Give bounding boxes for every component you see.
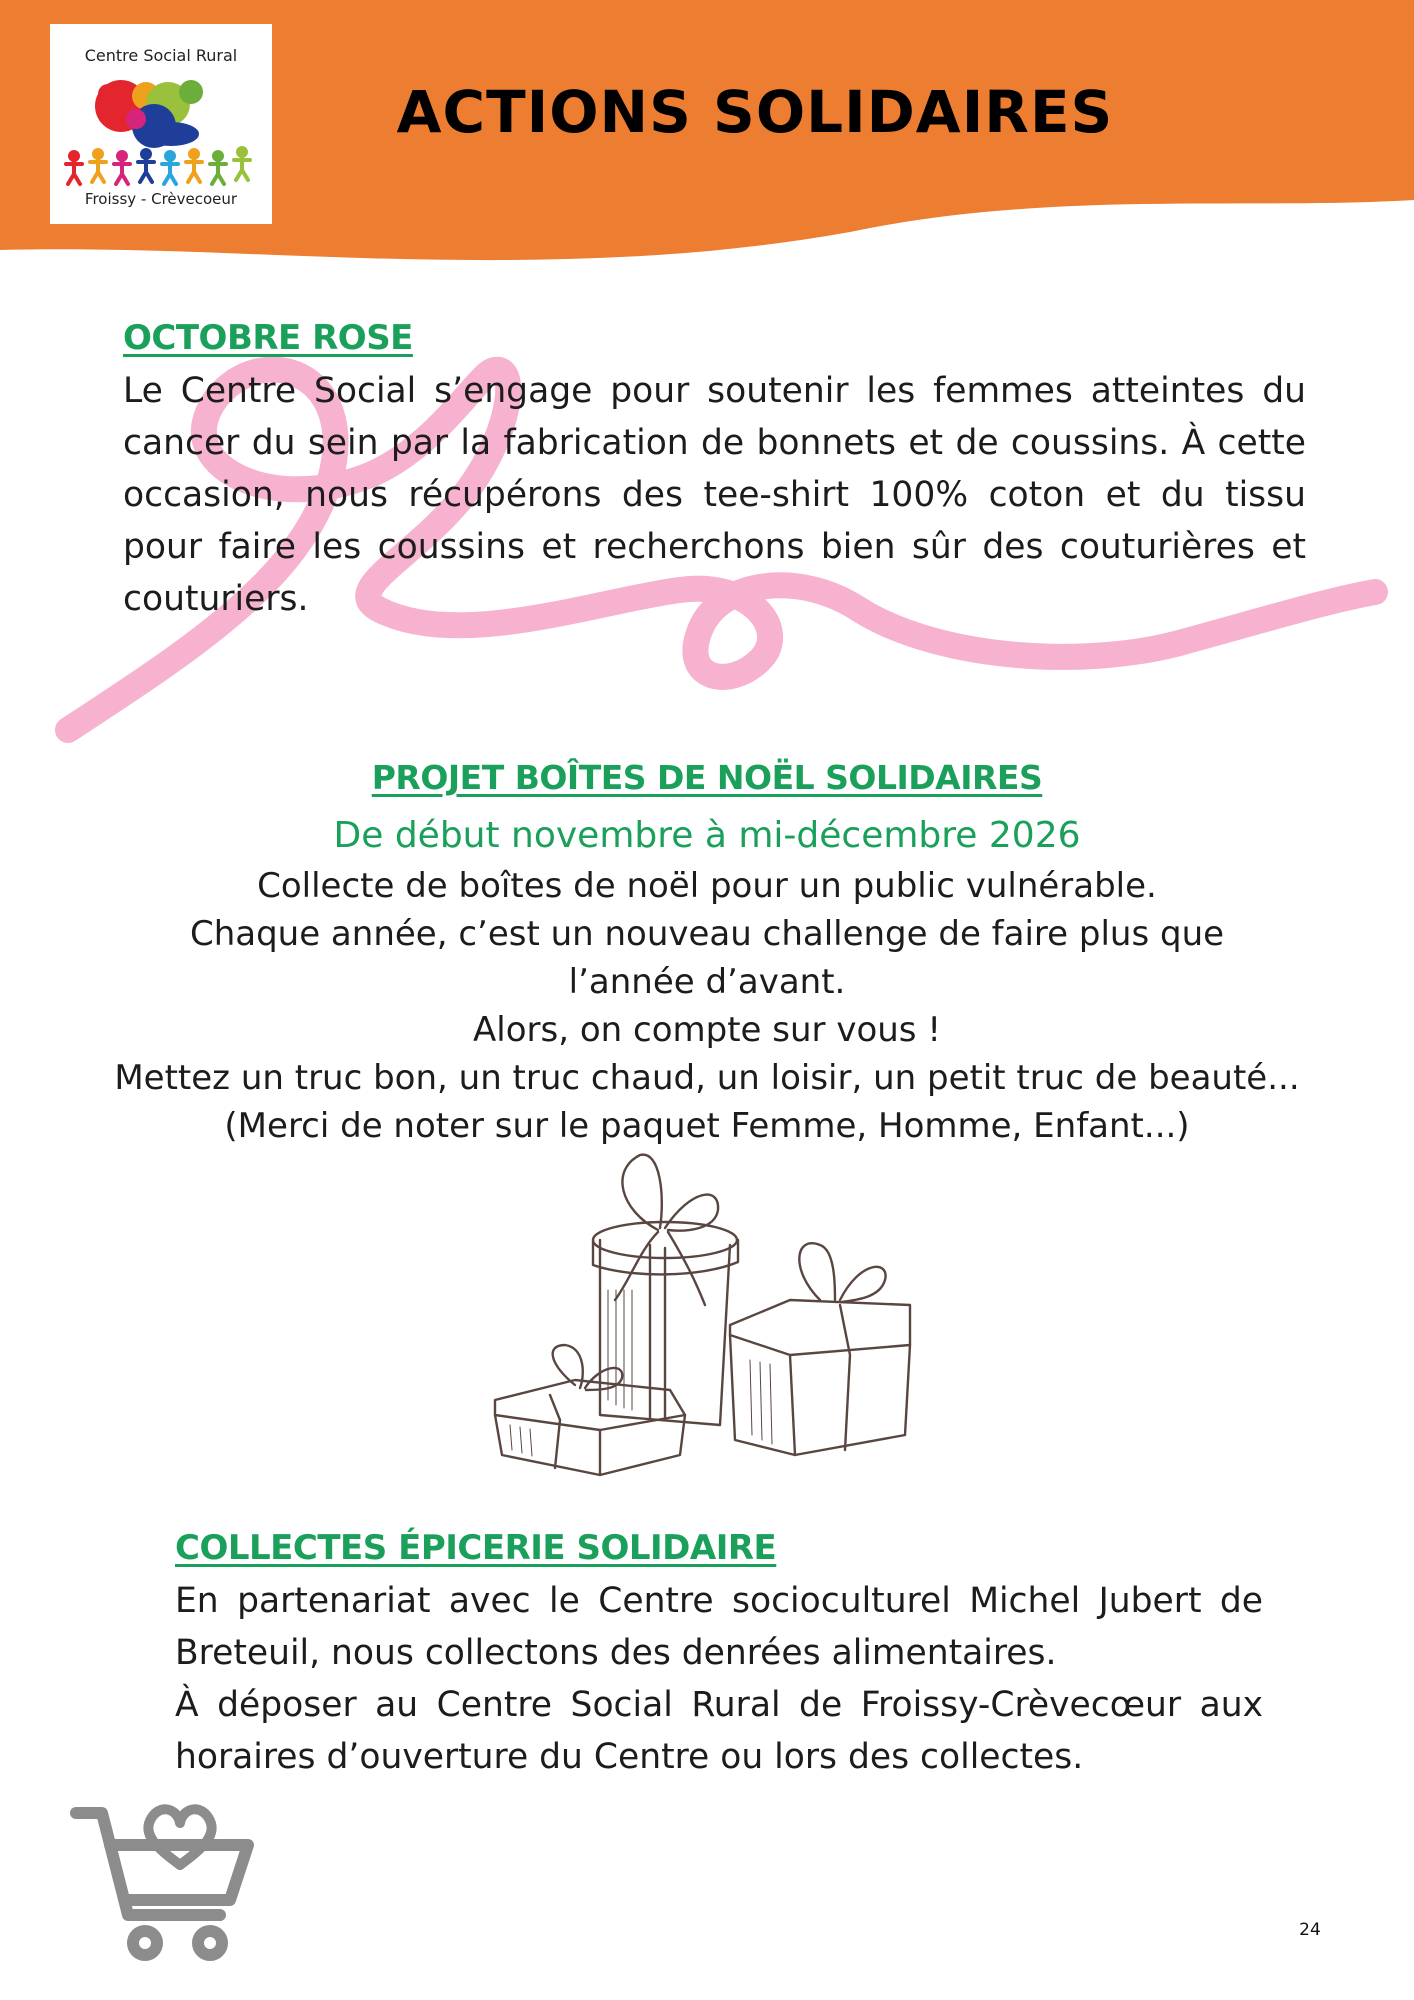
gift-boxes-icon xyxy=(490,1150,930,1480)
noel-line: Collecte de boîtes de noël pour un public vulnérable. xyxy=(257,866,1157,906)
section-title-octobre-rose: OCTOBRE ROSE xyxy=(123,318,413,358)
octobre-rose-paragraph xyxy=(123,365,1306,625)
noel-date-range: De début novembre à mi-décembre 2026 xyxy=(333,815,1081,856)
page-number: 24 xyxy=(1299,1920,1321,1940)
section-title-epicerie: COLLECTES ÉPICERIE SOLIDAIRE xyxy=(175,1528,777,1568)
noel-line: Alors, on compte sur vous ! xyxy=(473,1010,941,1050)
noel-line: Chaque année, c’est un nouveau challenge de faire plus que l’année d’avant. xyxy=(189,914,1225,1002)
logo-splash-icon xyxy=(56,64,266,189)
organization-logo xyxy=(50,24,272,224)
logo-bottom-text: Froissy - Crèvecoeur xyxy=(84,190,238,208)
epicerie-text-1: En partenariat avec le Centre socioculturel Michel Jubert de Breteuil, nous collectons des denrées alimentaires. xyxy=(175,1581,1263,1673)
section-title-noel: PROJET BOÎTES DE NOËL SOLIDAIRES xyxy=(371,758,1043,797)
heart-cart-icon xyxy=(70,1795,260,1970)
noel-description xyxy=(60,862,1354,1150)
epicerie-paragraph xyxy=(175,1575,1263,1783)
octobre-rose-text: Le Centre Social s’engage pour soutenir les femmes atteintes du cancer du sein par la fabrication de bonnets et de coussins. À cette occasion, nous récupérons des tee-shirt 100% coton et du tissu pour faire les coussins et recherchons bien sûr des couturières et couturiers. xyxy=(123,371,1306,619)
noel-line: Mettez un truc bon, un truc chaud, un loisir, un petit truc de beauté... (Merci de noter sur le paquet Femme, Homme, Enfant...) xyxy=(114,1058,1300,1146)
epicerie-text-2: À déposer au Centre Social Rural de Froissy-Crèvecœur aux horaires d’ouverture du Centre ou lors des collectes. xyxy=(175,1685,1263,1777)
logo-top-text: Centre Social Rural xyxy=(84,46,238,65)
page-title: ACTIONS SOLIDAIRES xyxy=(396,78,1114,146)
